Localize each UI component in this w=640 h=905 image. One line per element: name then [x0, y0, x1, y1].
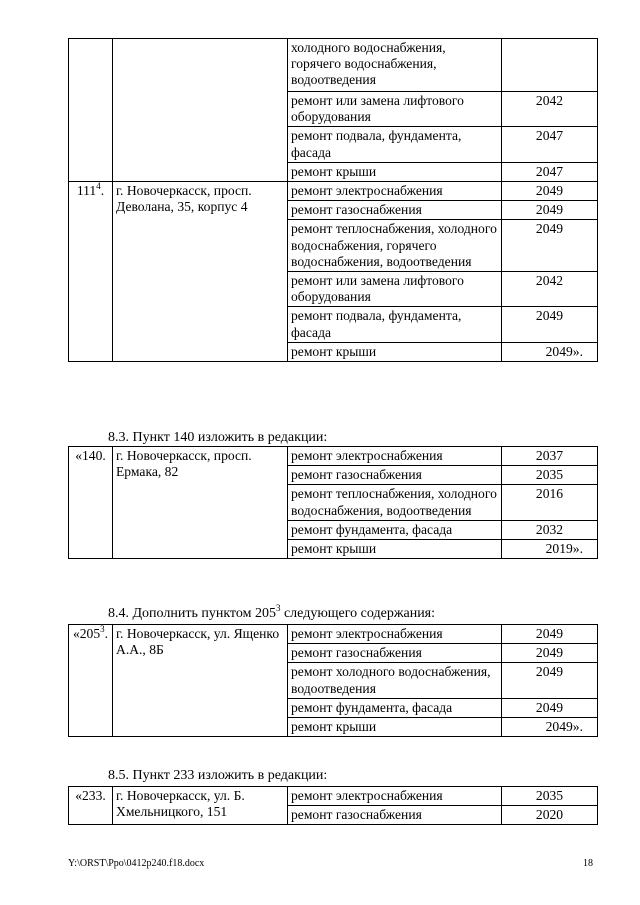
item-address: г. Новочеркасск, просп. Деволана, 35, корпус 4: [113, 182, 288, 362]
year-cell: 2042: [502, 92, 598, 127]
year-cell: 2047: [502, 162, 598, 181]
table-item-140: [68, 446, 598, 559]
work-cell: ремонт фундамента, фасада: [288, 520, 502, 539]
work-cell: ремонт электроснабжения: [288, 447, 502, 466]
year-cell: 2035: [502, 787, 598, 806]
work-cell: ремонт газоснабжения: [288, 201, 502, 220]
item-address: г. Новочеркасск, ул. Ященко А.А., 8Б: [113, 625, 288, 737]
year-cell: 2035: [502, 466, 598, 485]
work-cell: ремонт теплоснабжения, холодного водоснабжения, горячего водоснабжения, водоотведения: [288, 220, 502, 272]
year-cell: 2049: [502, 698, 598, 717]
paragraph-8-4: 8.4. Дополнить пунктом $205^3$ следующего содержания:: [108, 603, 436, 621]
year-cell: 2049: [502, 663, 598, 698]
item-address: г. Новочеркасск, ул. Б. Хмельницкого, 151: [113, 787, 288, 825]
footer-file-path: Y:\ORST\Ppo\0412p240.f18.docx: [68, 858, 205, 869]
work-cell: ремонт холодного водоснабжения, водоотведения: [288, 663, 502, 698]
work-cell: ремонт электроснабжения: [288, 787, 502, 806]
year-cell: 2049: [502, 182, 598, 201]
address-cell: [113, 39, 288, 182]
year-cell: 2042: [502, 272, 598, 307]
item-number: $111^4$.: [69, 182, 113, 362]
item-address: г. Новочеркасск, просп. Ермака, 82: [113, 447, 288, 559]
work-cell: ремонт крыши: [288, 342, 502, 361]
work-cell: ремонт или замена лифтового оборудования: [288, 272, 502, 307]
paragraph-8-5: 8.5. Пункт 233 изложить в редакции:: [108, 768, 328, 783]
work-cell: ремонт фундамента, фасада: [288, 698, 502, 717]
work-cell: ремонт электроснабжения: [288, 182, 502, 201]
year-cell: 2049: [502, 307, 598, 342]
work-cell: ремонт электроснабжения: [288, 625, 502, 644]
year-cell: 2049».: [502, 342, 598, 361]
year-cell: 2047: [502, 127, 598, 162]
year-cell: [502, 39, 598, 92]
work-cell: ремонт или замена лифтового оборудования: [288, 92, 502, 127]
work-cell: ремонт газоснабжения: [288, 466, 502, 485]
year-cell: 2032: [502, 520, 598, 539]
work-cell: ремонт газоснабжения: [288, 806, 502, 825]
year-cell: 2049: [502, 220, 598, 272]
work-cell: ремонт подвала, фундамента, фасада: [288, 127, 502, 162]
year-cell: 2016: [502, 485, 598, 520]
work-cell: ремонт подвала, фундамента, фасада: [288, 307, 502, 342]
work-cell: ремонт крыши: [288, 540, 502, 559]
work-cell: холодного водоснабжения, горячего водоснабжения, водоотведения: [288, 39, 502, 92]
table-item-233: [68, 786, 598, 825]
paragraph-8-3: 8.3. Пункт 140 изложить в редакции:: [108, 430, 328, 445]
item-number: «$205^3$.: [69, 625, 113, 737]
table-item-205: [68, 624, 598, 737]
year-cell: 2049».: [502, 718, 598, 737]
number-cell: [69, 39, 113, 182]
page-number: 18: [583, 858, 593, 869]
work-cell: ремонт крыши: [288, 162, 502, 181]
year-cell: 2019».: [502, 540, 598, 559]
year-cell: 2020: [502, 806, 598, 825]
work-cell: ремонт газоснабжения: [288, 644, 502, 663]
table-continuation: [68, 38, 598, 362]
year-cell: 2049: [502, 625, 598, 644]
item-number: «140.: [69, 447, 113, 559]
year-cell: 2049: [502, 644, 598, 663]
work-cell: ремонт теплоснабжения, холодного водоснабжения, водоотведения: [288, 485, 502, 520]
item-number: «233.: [69, 787, 113, 825]
work-cell: ремонт крыши: [288, 718, 502, 737]
year-cell: 2049: [502, 201, 598, 220]
year-cell: 2037: [502, 447, 598, 466]
